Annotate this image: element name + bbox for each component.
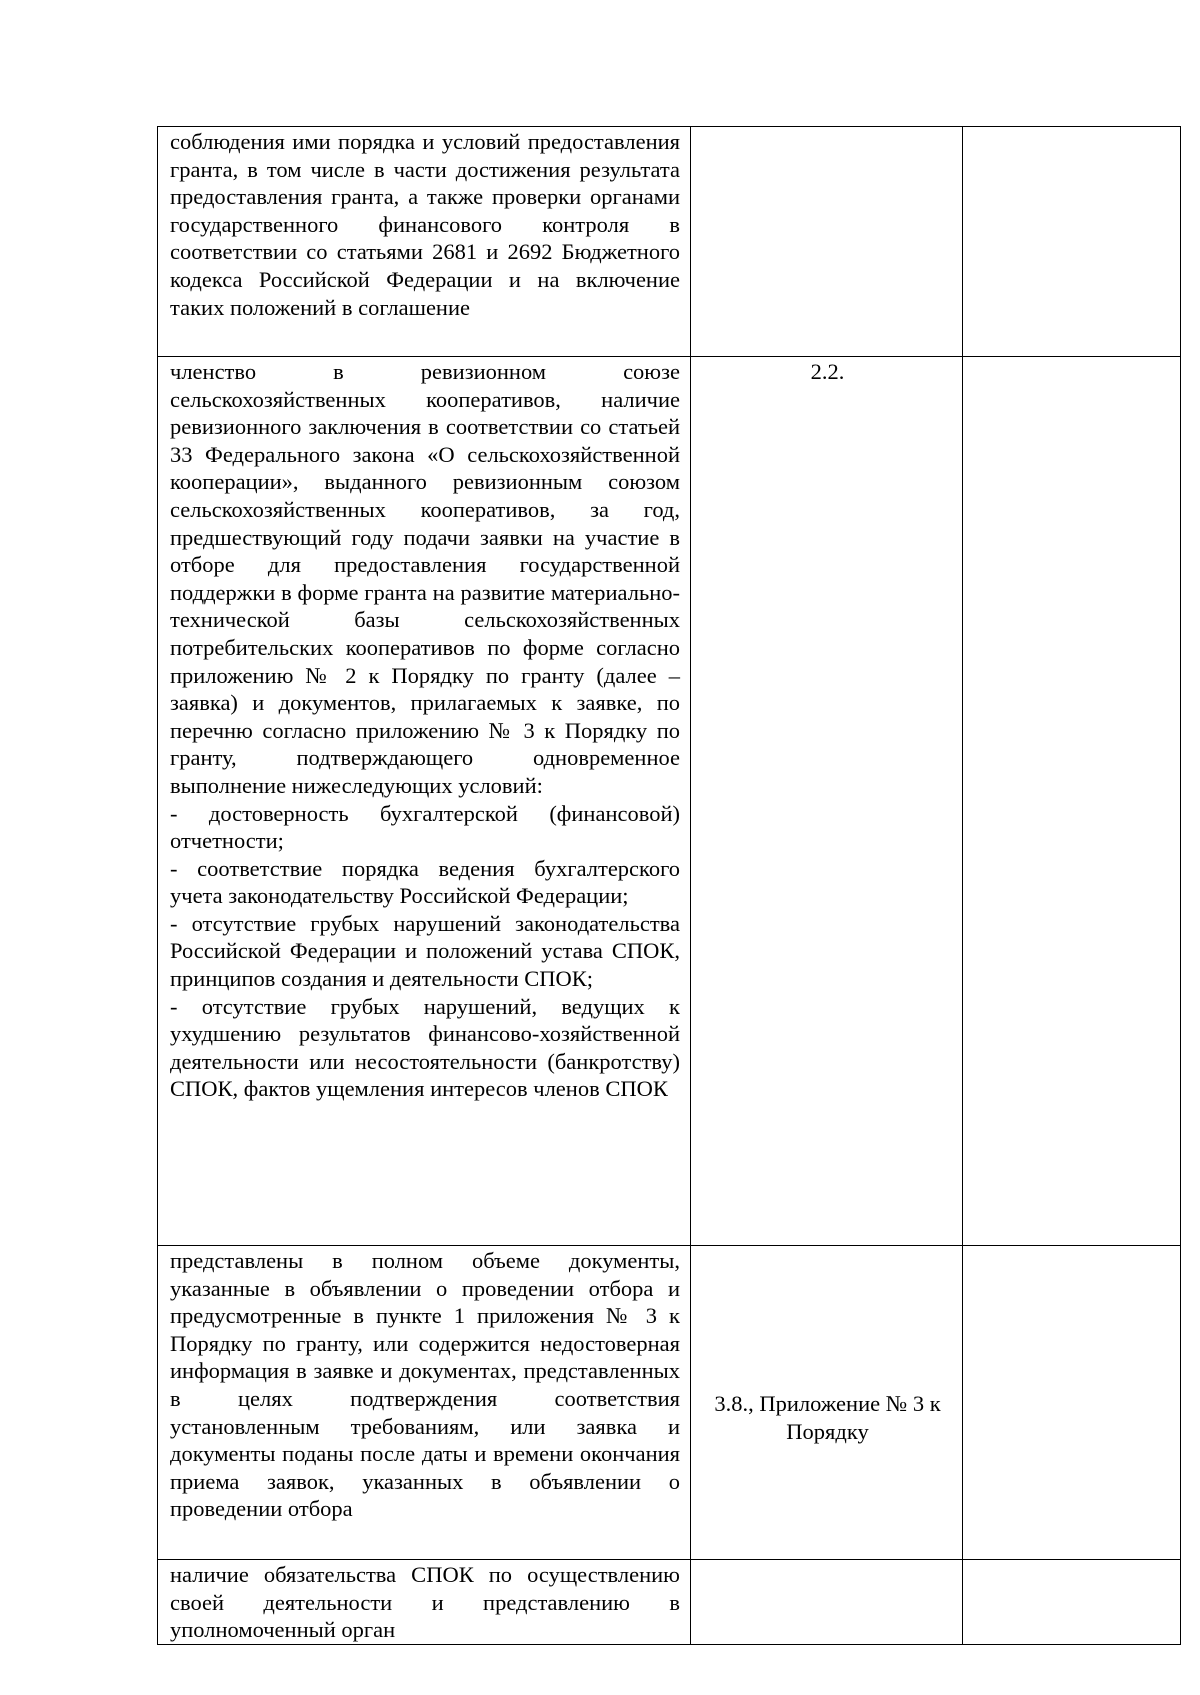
condition-item: - отсутствие грубых нарушений, ведущих к ухудшению результатов финансово-хозяйственной деятельности или несостоятельности (банкротству) СПОК, фактов ущемления интересов членов СПОК bbox=[170, 993, 680, 1102]
table-row bbox=[158, 127, 1181, 357]
condition-cell bbox=[158, 127, 691, 357]
condition-text: представлены в полном объеме документы, указанные в объявлении о проведении отбора и предусмотренные в пункте 1 приложения № 3 к Порядку по гранту, или содержится недостоверная информация в заявке и документах, представленных в целях подтверждения соответствия установленным требованиям, или заявка и документы поданы после даты и времени окончания приема заявок, указанных в объявлении о проведении отбора bbox=[170, 1248, 680, 1522]
table-row bbox=[158, 1246, 1181, 1560]
note-cell bbox=[963, 1246, 1181, 1560]
condition-item: - соответствие порядка ведения бухгалтерского учета законодательству Российской Федерации; bbox=[170, 855, 680, 909]
note-cell bbox=[963, 357, 1181, 1246]
reference-cell bbox=[691, 127, 963, 357]
note-cell bbox=[963, 1560, 1181, 1645]
condition-cell bbox=[158, 1560, 691, 1645]
condition-text: наличие обязательства СПОК по осуществлению своей деятельности и представлению в уполномоченный орган bbox=[170, 1562, 680, 1643]
reference-cell bbox=[691, 1246, 963, 1560]
condition-cell bbox=[158, 357, 691, 1246]
condition-item: - отсутствие грубых нарушений законодательства Российской Федерации и положений устава СПОК, принципов создания и деятельности СПОК; bbox=[170, 910, 680, 992]
condition-cell bbox=[158, 1246, 691, 1560]
requirements-table bbox=[157, 126, 1181, 1645]
table-row bbox=[158, 1560, 1181, 1645]
reference-cell bbox=[691, 1560, 963, 1645]
reference-cell: 2.2. bbox=[691, 357, 963, 1246]
table-row bbox=[158, 357, 1181, 1246]
reference-text: 3.8., Приложение № 3 к Порядку bbox=[714, 1391, 941, 1444]
note-cell bbox=[963, 127, 1181, 357]
condition-item: - достоверность бухгалтерской (финансовой) отчетности; bbox=[170, 800, 680, 854]
condition-text: членство в ревизионном союзе сельскохозяйственных кооперативов, наличие ревизионного заключения в соответствии со статьей 33 Федерального закона «О сельскохозяйственной кооперации», выданного ревизионным союзом сельскохозяйственных кооперативов, за год, предшествующий году подачи заявки на участие в отборе для предоставления государственной поддержки в форме гранта на развитие материально-технической базы сельскохозяйственных потребительских кооперативов по форме согласно приложению № 2 к Порядку по гранту (далее – заявка) и документов, прилагаемых к заявке, по перечню согласно приложению № 3 к Порядку по гранту, подтверждающего одновременное выполнение нижеследующих условий: bbox=[170, 359, 680, 798]
condition-text: соблюдения ими порядка и условий предоставления гранта, в том числе в части достижения результата предоставления гранта, а также проверки органами государственного финансового контроля в соответствии со статьями 2681 и 2692 Бюджетного кодекса Российской Федерации и на включение таких положений в соглашение bbox=[170, 129, 680, 320]
